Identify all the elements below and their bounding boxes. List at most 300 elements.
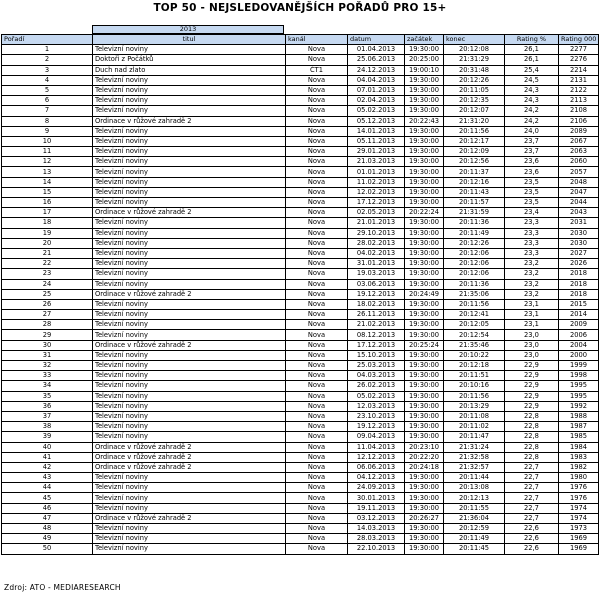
cell-title: Televizní noviny [93, 544, 286, 554]
cell-rank: 18 [2, 218, 93, 228]
cell-rating: 23,7 [505, 136, 559, 146]
cell-end: 20:31:48 [444, 65, 505, 75]
table-row [2, 371, 599, 381]
cell-date: 28.03.2013 [348, 534, 405, 544]
cell-date: 15.10.2013 [348, 350, 405, 360]
table-row [2, 259, 599, 269]
table-row [2, 493, 599, 503]
cell-rating-000: 2006 [559, 330, 599, 340]
column-header-channel: kanál [286, 35, 348, 45]
cell-rating-000: 1983 [559, 452, 599, 462]
cell-channel: Nova [286, 432, 348, 442]
cell-rank: 37 [2, 411, 93, 421]
cell-start: 20:25:00 [405, 55, 444, 65]
cell-start: 19:30:00 [405, 524, 444, 534]
cell-channel: Nova [286, 299, 348, 309]
cell-date: 14.03.2013 [348, 524, 405, 534]
cell-rating-000: 1974 [559, 503, 599, 513]
cell-rank: 46 [2, 503, 93, 513]
table-row [2, 157, 599, 167]
cell-rank: 13 [2, 167, 93, 177]
table-row [2, 299, 599, 309]
cell-rating-000: 2089 [559, 126, 599, 136]
cell-rank: 19 [2, 228, 93, 238]
cell-channel: Nova [286, 208, 348, 218]
cell-rank: 48 [2, 524, 93, 534]
cell-end: 20:12:41 [444, 310, 505, 320]
cell-end: 21:32:58 [444, 452, 505, 462]
cell-start: 19:30:00 [405, 330, 444, 340]
cell-start: 20:22:20 [405, 452, 444, 462]
cell-start: 19:30:00 [405, 218, 444, 228]
cell-start: 19:30:00 [405, 85, 444, 95]
table-row [2, 116, 599, 126]
cell-start: 19:30:00 [405, 177, 444, 187]
cell-end: 20:10:16 [444, 381, 505, 391]
cell-date: 02.04.2013 [348, 96, 405, 106]
cell-rating: 23,3 [505, 248, 559, 258]
cell-end: 20:11:49 [444, 228, 505, 238]
cell-rating: 23,3 [505, 238, 559, 248]
table-row [2, 45, 599, 55]
cell-date: 05.12.2013 [348, 116, 405, 126]
cell-channel: Nova [286, 544, 348, 554]
cell-start: 20:24:18 [405, 462, 444, 472]
cell-title: Televizní noviny [93, 310, 286, 320]
cell-rating: 26,1 [505, 55, 559, 65]
cell-rating: 22,9 [505, 361, 559, 371]
cell-title: Televizní noviny [93, 350, 286, 360]
table-row [2, 361, 599, 371]
cell-title: Doktoři z Počátků [93, 55, 286, 65]
cell-start: 19:30:00 [405, 238, 444, 248]
cell-channel: Nova [286, 524, 348, 534]
cell-channel: Nova [286, 167, 348, 177]
cell-channel: Nova [286, 187, 348, 197]
cell-title: Ordinace v růžové zahradě 2 [93, 289, 286, 299]
cell-start: 19:30:00 [405, 106, 444, 116]
cell-rank: 28 [2, 320, 93, 330]
cell-rating-000: 2067 [559, 136, 599, 146]
cell-start: 19:30:00 [405, 320, 444, 330]
cell-date: 21.03.2013 [348, 157, 405, 167]
cell-rank: 15 [2, 187, 93, 197]
cell-rating: 23,1 [505, 310, 559, 320]
cell-rating: 22,7 [505, 493, 559, 503]
cell-start: 19:30:00 [405, 198, 444, 208]
cell-channel: Nova [286, 371, 348, 381]
cell-end: 20:12:59 [444, 524, 505, 534]
cell-date: 08.12.2013 [348, 330, 405, 340]
cell-start: 19:30:00 [405, 350, 444, 360]
cell-date: 17.12.2013 [348, 340, 405, 350]
cell-end: 20:12:06 [444, 259, 505, 269]
cell-rating-000: 2015 [559, 299, 599, 309]
cell-date: 12.02.2013 [348, 187, 405, 197]
cell-channel: ČT1 [286, 65, 348, 75]
cell-rating: 22,7 [505, 462, 559, 472]
cell-date: 26.11.2013 [348, 310, 405, 320]
cell-channel: Nova [286, 361, 348, 371]
cell-rating: 22,7 [505, 473, 559, 483]
cell-channel: Nova [286, 279, 348, 289]
cell-date: 01.04.2013 [348, 45, 405, 55]
cell-start: 19:30:00 [405, 187, 444, 197]
cell-end: 20:11:05 [444, 85, 505, 95]
table-row [2, 442, 599, 452]
cell-date: 19.12.2013 [348, 422, 405, 432]
cell-channel: Nova [286, 391, 348, 401]
cell-channel: Nova [286, 177, 348, 187]
table-row [2, 391, 599, 401]
cell-title: Televizní noviny [93, 187, 286, 197]
table-row [2, 126, 599, 136]
cell-title: Televizní noviny [93, 330, 286, 340]
cell-end: 20:11:44 [444, 473, 505, 483]
cell-rank: 22 [2, 259, 93, 269]
column-header-rating: Rating % [505, 35, 559, 45]
cell-rating-000: 2018 [559, 279, 599, 289]
table-row [2, 340, 599, 350]
table-row [2, 350, 599, 360]
table-row [2, 483, 599, 493]
table-row [2, 279, 599, 289]
cell-rank: 32 [2, 361, 93, 371]
cell-rating-000: 2018 [559, 289, 599, 299]
column-header-date: datum [348, 35, 405, 45]
cell-title: Televizní noviny [93, 238, 286, 248]
cell-date: 04.03.2013 [348, 371, 405, 381]
cell-end: 20:11:57 [444, 198, 505, 208]
cell-rating: 23,7 [505, 147, 559, 157]
cell-rating-000: 1999 [559, 361, 599, 371]
cell-rating-000: 1995 [559, 381, 599, 391]
table-row [2, 473, 599, 483]
cell-channel: Nova [286, 320, 348, 330]
cell-rating: 22,6 [505, 524, 559, 534]
cell-start: 19:30:00 [405, 126, 444, 136]
cell-title: Duch nad zlato [93, 65, 286, 75]
cell-title: Televizní noviny [93, 411, 286, 421]
cell-title: Ordinace v růžové zahradě 2 [93, 340, 286, 350]
table-row [2, 167, 599, 177]
cell-rating: 23,1 [505, 299, 559, 309]
cell-date: 04.04.2013 [348, 75, 405, 85]
cell-date: 09.04.2013 [348, 432, 405, 442]
table-row [2, 503, 599, 513]
cell-end: 20:12:56 [444, 157, 505, 167]
cell-rank: 8 [2, 116, 93, 126]
cell-date: 05.02.2013 [348, 106, 405, 116]
cell-rating: 22,6 [505, 544, 559, 554]
cell-rank: 9 [2, 126, 93, 136]
cell-channel: Nova [286, 147, 348, 157]
table-row [2, 106, 599, 116]
cell-end: 20:12:16 [444, 177, 505, 187]
cell-title: Televizní noviny [93, 473, 286, 483]
cell-title: Televizní noviny [93, 75, 286, 85]
cell-channel: Nova [286, 157, 348, 167]
cell-start: 19:30:00 [405, 473, 444, 483]
cell-date: 25.06.2013 [348, 55, 405, 65]
cell-rating: 23,2 [505, 269, 559, 279]
cell-end: 20:11:51 [444, 371, 505, 381]
cell-rank: 25 [2, 289, 93, 299]
cell-end: 20:11:45 [444, 544, 505, 554]
cell-channel: Nova [286, 503, 348, 513]
cell-end: 21:31:29 [444, 55, 505, 65]
cell-title: Ordinace v růžové zahradě 2 [93, 452, 286, 462]
cell-rating-000: 1980 [559, 473, 599, 483]
cell-title: Televizní noviny [93, 320, 286, 330]
cell-rating: 23,3 [505, 218, 559, 228]
cell-rating-000: 1976 [559, 483, 599, 493]
cell-rating-000: 1998 [559, 371, 599, 381]
cell-end: 20:12:18 [444, 361, 505, 371]
cell-channel: Nova [286, 381, 348, 391]
cell-rank: 41 [2, 452, 93, 462]
cell-rating: 23,0 [505, 340, 559, 350]
cell-date: 04.12.2013 [348, 473, 405, 483]
cell-channel: Nova [286, 289, 348, 299]
cell-rating-000: 1995 [559, 391, 599, 401]
cell-rating: 22,8 [505, 452, 559, 462]
cell-rating-000: 2063 [559, 147, 599, 157]
cell-rating-000: 2014 [559, 310, 599, 320]
table-row [2, 136, 599, 146]
cell-date: 02.05.2013 [348, 208, 405, 218]
cell-start: 19:30:00 [405, 310, 444, 320]
table-row [2, 198, 599, 208]
cell-title: Televizní noviny [93, 248, 286, 258]
cell-end: 20:11:08 [444, 411, 505, 421]
cell-title: Ordinace v růžové zahradě 2 [93, 116, 286, 126]
cell-end: 20:12:26 [444, 238, 505, 248]
cell-date: 12.12.2013 [348, 452, 405, 462]
cell-rating: 23,4 [505, 208, 559, 218]
cell-date: 18.02.2013 [348, 299, 405, 309]
ratings-table [1, 34, 599, 555]
cell-date: 19.11.2013 [348, 503, 405, 513]
cell-channel: Nova [286, 493, 348, 503]
cell-rating: 23,5 [505, 198, 559, 208]
cell-title: Televizní noviny [93, 503, 286, 513]
cell-start: 20:25:24 [405, 340, 444, 350]
cell-rating: 23,5 [505, 177, 559, 187]
cell-end: 21:36:04 [444, 513, 505, 523]
cell-rank: 35 [2, 391, 93, 401]
cell-date: 06.06.2013 [348, 462, 405, 472]
cell-rating-000: 1974 [559, 513, 599, 523]
cell-rank: 40 [2, 442, 93, 452]
cell-title: Ordinace v růžové zahradě 2 [93, 462, 286, 472]
cell-rating-000: 1992 [559, 401, 599, 411]
cell-channel: Nova [286, 85, 348, 95]
cell-title: Televizní noviny [93, 483, 286, 493]
cell-start: 19:30:00 [405, 167, 444, 177]
table-row [2, 310, 599, 320]
cell-start: 19:30:00 [405, 544, 444, 554]
cell-rank: 24 [2, 279, 93, 289]
table-row [2, 187, 599, 197]
cell-start: 19:30:00 [405, 371, 444, 381]
cell-end: 20:12:35 [444, 96, 505, 106]
cell-rating: 22,9 [505, 401, 559, 411]
cell-date: 03.12.2013 [348, 513, 405, 523]
table-row [2, 228, 599, 238]
cell-rating-000: 2018 [559, 269, 599, 279]
cell-rank: 12 [2, 157, 93, 167]
cell-end: 20:11:43 [444, 187, 505, 197]
cell-end: 20:12:54 [444, 330, 505, 340]
cell-rating: 22,8 [505, 422, 559, 432]
table-row [2, 55, 599, 65]
cell-rating: 24,2 [505, 106, 559, 116]
cell-rating: 23,6 [505, 157, 559, 167]
cell-date: 14.01.2013 [348, 126, 405, 136]
cell-start: 19:30:00 [405, 422, 444, 432]
table-row [2, 238, 599, 248]
cell-start: 20:22:43 [405, 116, 444, 126]
cell-rating-000: 2043 [559, 208, 599, 218]
cell-rating-000: 1969 [559, 534, 599, 544]
cell-date: 07.01.2013 [348, 85, 405, 95]
cell-title: Televizní noviny [93, 45, 286, 55]
cell-rating: 24,0 [505, 126, 559, 136]
cell-rank: 44 [2, 483, 93, 493]
cell-start: 19:30:00 [405, 136, 444, 146]
cell-start: 19:30:00 [405, 259, 444, 269]
cell-channel: Nova [286, 218, 348, 228]
cell-rating: 22,7 [505, 483, 559, 493]
column-header-rating-000: Rating 000 [559, 35, 599, 45]
cell-start: 20:22:24 [405, 208, 444, 218]
cell-title: Televizní noviny [93, 136, 286, 146]
cell-rank: 33 [2, 371, 93, 381]
cell-rank: 27 [2, 310, 93, 320]
cell-rating: 23,5 [505, 187, 559, 197]
cell-title: Televizní noviny [93, 401, 286, 411]
cell-end: 21:35:06 [444, 289, 505, 299]
table-row [2, 452, 599, 462]
cell-channel: Nova [286, 330, 348, 340]
cell-rating-000: 2057 [559, 167, 599, 177]
cell-start: 19:30:00 [405, 299, 444, 309]
cell-start: 19:30:00 [405, 75, 444, 85]
cell-rating: 22,7 [505, 503, 559, 513]
cell-date: 17.12.2013 [348, 198, 405, 208]
cell-channel: Nova [286, 422, 348, 432]
cell-rating-000: 2276 [559, 55, 599, 65]
cell-start: 19:30:00 [405, 45, 444, 55]
cell-rank: 20 [2, 238, 93, 248]
cell-rating-000: 2108 [559, 106, 599, 116]
table-row [2, 248, 599, 258]
cell-rank: 23 [2, 269, 93, 279]
cell-title: Televizní noviny [93, 524, 286, 534]
cell-rank: 4 [2, 75, 93, 85]
cell-rating-000: 2131 [559, 75, 599, 85]
cell-end: 20:12:08 [444, 45, 505, 55]
table-row [2, 381, 599, 391]
cell-start: 19:30:00 [405, 503, 444, 513]
cell-date: 12.03.2013 [348, 401, 405, 411]
cell-rank: 5 [2, 85, 93, 95]
cell-rank: 11 [2, 147, 93, 157]
cell-rank: 39 [2, 432, 93, 442]
cell-title: Televizní noviny [93, 147, 286, 157]
cell-rating: 22,8 [505, 432, 559, 442]
cell-rating: 23,0 [505, 330, 559, 340]
cell-date: 29.10.2013 [348, 228, 405, 238]
cell-end: 20:11:56 [444, 126, 505, 136]
cell-rating-000: 2030 [559, 238, 599, 248]
cell-rating: 22,9 [505, 381, 559, 391]
cell-start: 19:30:00 [405, 391, 444, 401]
cell-title: Televizní noviny [93, 269, 286, 279]
cell-start: 19:30:00 [405, 401, 444, 411]
cell-date: 26.02.2013 [348, 381, 405, 391]
cell-rating-000: 2044 [559, 198, 599, 208]
column-header-start: začátek [405, 35, 444, 45]
cell-rating-000: 2026 [559, 259, 599, 269]
cell-date: 21.02.2013 [348, 320, 405, 330]
cell-channel: Nova [286, 55, 348, 65]
cell-end: 20:12:06 [444, 269, 505, 279]
cell-rank: 26 [2, 299, 93, 309]
year-label: 2013 [92, 25, 284, 34]
cell-end: 20:13:29 [444, 401, 505, 411]
table-row [2, 513, 599, 523]
column-header-rank: Pořadí [2, 35, 93, 45]
cell-title: Televizní noviny [93, 279, 286, 289]
cell-rating: 23,6 [505, 167, 559, 177]
cell-rating: 23,2 [505, 289, 559, 299]
cell-title: Televizní noviny [93, 432, 286, 442]
table-row [2, 85, 599, 95]
cell-title: Ordinace v růžové zahradě 2 [93, 513, 286, 523]
cell-channel: Nova [286, 75, 348, 85]
cell-date: 22.10.2013 [348, 544, 405, 554]
cell-date: 21.01.2013 [348, 218, 405, 228]
cell-channel: Nova [286, 136, 348, 146]
cell-title: Televizní noviny [93, 422, 286, 432]
page-title: TOP 50 - NEJSLEDOVANĚJŠÍCH POŘADŮ PRO 15+ [153, 2, 447, 14]
table-row [2, 96, 599, 106]
cell-end: 20:12:26 [444, 75, 505, 85]
cell-rank: 21 [2, 248, 93, 258]
cell-rating: 26,1 [505, 45, 559, 55]
cell-channel: Nova [286, 116, 348, 126]
cell-title: Televizní noviny [93, 228, 286, 238]
cell-rating-000: 2048 [559, 177, 599, 187]
cell-start: 19:30:00 [405, 432, 444, 442]
cell-rating: 22,8 [505, 411, 559, 421]
cell-channel: Nova [286, 238, 348, 248]
table-row [2, 534, 599, 544]
cell-rating-000: 2000 [559, 350, 599, 360]
cell-date: 25.03.2013 [348, 361, 405, 371]
table-row [2, 289, 599, 299]
cell-rating: 24,3 [505, 85, 559, 95]
cell-start: 19:30:00 [405, 381, 444, 391]
cell-rank: 42 [2, 462, 93, 472]
cell-title: Televizní noviny [93, 126, 286, 136]
cell-rank: 3 [2, 65, 93, 75]
cell-end: 21:35:46 [444, 340, 505, 350]
column-header-title: titul [93, 35, 286, 45]
table-row [2, 269, 599, 279]
